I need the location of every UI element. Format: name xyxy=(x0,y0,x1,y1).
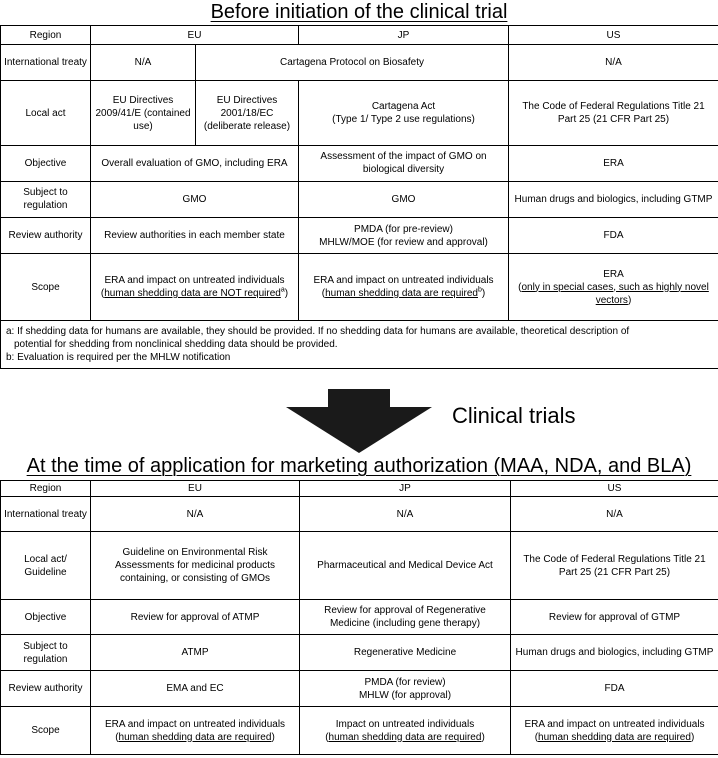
eu-cell: N/A xyxy=(91,497,300,532)
eu-cell: EU Directives 2009/41/E (contained use) xyxy=(91,80,196,145)
scope-row xyxy=(1,707,718,755)
eu-cell: ERA and impact on untreated individuals (human shedding data are required) xyxy=(91,707,300,755)
row-label: Subject to regulation xyxy=(1,181,91,218)
header-row xyxy=(1,481,718,497)
eu-cell: GMO xyxy=(91,181,299,218)
header-jp: JP xyxy=(299,26,509,45)
local-act-row xyxy=(1,80,718,145)
subject-row xyxy=(1,635,718,671)
clinical-trials-label: Clinical trials xyxy=(452,403,576,428)
footnote-marker: b xyxy=(477,286,482,294)
shedding-note: human shedding data are required xyxy=(118,731,272,743)
bottom-heading: At the time of application for marketing authorization (MAA, NDA, and BLA) xyxy=(26,455,692,477)
us-cell: N/A xyxy=(511,497,718,532)
cartagena-cell: Cartagena Protocol on Biosafety xyxy=(196,45,509,81)
jp-cell: Pharmaceutical and Medical Device Act xyxy=(300,532,511,600)
objective-row xyxy=(1,146,718,182)
footnote-marker: a xyxy=(280,286,285,294)
header-region: Region xyxy=(1,26,91,45)
pre-trial-table xyxy=(0,25,718,369)
footnotes xyxy=(1,321,718,369)
us-cell: Review for approval of GTMP xyxy=(511,600,718,635)
row-label: Review authority xyxy=(1,671,91,707)
eu-cell: Guideline on Environmental Risk Assessments for medicinal products containing, or consisting of GMOs xyxy=(91,532,300,600)
review-row xyxy=(1,671,718,707)
header-region: Region xyxy=(1,481,91,497)
us-cell: ERA and impact on untreated individuals (human shedding data are required) xyxy=(511,707,718,755)
header-us: US xyxy=(511,481,718,497)
jp-line: PMDA (for pre-review) xyxy=(354,223,453,235)
jp-cell xyxy=(299,218,509,254)
scope-row xyxy=(1,253,718,320)
us-cell: ERA (only in special cases, such as highly novel vectors) xyxy=(509,253,718,320)
jp-cell xyxy=(299,80,509,145)
jp-cell: GMO xyxy=(299,181,509,218)
row-label: Review authority xyxy=(1,218,91,254)
scope-text: ERA and impact on untreated individuals xyxy=(104,718,286,730)
scope-text: ERA xyxy=(603,268,624,280)
treaty-row xyxy=(1,497,718,532)
header-row xyxy=(1,26,718,45)
header-eu: EU xyxy=(91,26,299,45)
us-cell: ERA xyxy=(509,146,718,182)
jp-line: MHLW/MOE (for review and approval) xyxy=(319,236,488,248)
eu-cell: Review for approval of ATMP xyxy=(91,600,300,635)
row-label: Scope xyxy=(1,707,91,755)
eu-cell: EU Directives 2001/18/EC (deliberate release) xyxy=(196,80,299,145)
shedding-note: human shedding data are required xyxy=(328,731,482,743)
down-arrow-icon xyxy=(286,389,432,453)
us-cell: The Code of Federal Regulations Title 21 Part 25 (21 CFR Part 25) xyxy=(509,80,718,145)
top-heading: Before initiation of the clinical trial xyxy=(210,1,508,23)
shedding-note: human shedding data are NOT required xyxy=(104,288,281,299)
row-label: Subject to regulation xyxy=(1,635,91,671)
row-label: Objective xyxy=(1,146,91,182)
row-label: Local act xyxy=(1,80,91,145)
us-cell: N/A xyxy=(509,45,718,81)
jp-cell xyxy=(300,671,511,707)
jp-cell: Review for approval of Regenerative Medicine (including gene therapy) xyxy=(300,600,511,635)
eu-cell: N/A xyxy=(91,45,196,81)
jp-line: PMDA (for review) xyxy=(364,676,446,688)
jp-cell: ERA and impact on untreated individuals (human shedding data are required$^b$) xyxy=(299,253,509,320)
eu-cell: ERA and impact on untreated individuals (human shedding data are NOT required$^a$) xyxy=(91,253,299,320)
footnote-a: a: If shedding data for humans are available, they should be provided. If no shedding data for humans are available, theoretical description of xyxy=(6,326,630,338)
header-eu: EU xyxy=(91,481,300,497)
review-row xyxy=(1,218,718,254)
shedding-note: only in special cases, such as highly novel vectors xyxy=(521,281,709,306)
us-cell: Human drugs and biologics, including GTMP xyxy=(511,635,718,671)
header-us: US xyxy=(509,26,718,45)
jp-cell: N/A xyxy=(300,497,511,532)
scope-text: ERA and impact on untreated individuals xyxy=(104,275,285,286)
scope-text: ERA and impact on untreated individuals xyxy=(313,275,494,286)
shedding-note: human shedding data are required xyxy=(325,288,478,299)
eu-cell: EMA and EC xyxy=(91,671,300,707)
scope-text: ERA and impact on untreated individuals xyxy=(524,718,705,730)
row-label: Objective xyxy=(1,600,91,635)
jp-line: Cartagena Act xyxy=(371,101,436,112)
treaty-row xyxy=(1,45,718,81)
us-cell: Human drugs and biologics, including GTMP xyxy=(509,181,718,218)
eu-cell: Review authorities in each member state xyxy=(91,218,299,254)
shedding-note: human shedding data are required xyxy=(538,731,691,743)
row-label: Scope xyxy=(1,253,91,320)
notes-row xyxy=(1,321,718,369)
local-act-row xyxy=(1,532,718,600)
marketing-table xyxy=(0,480,718,755)
us-cell: FDA xyxy=(511,671,718,707)
eu-cell: Overall evaluation of GMO, including ERA xyxy=(91,146,299,182)
footnote-b: b: Evaluation is required per the MHLW notification xyxy=(6,352,231,364)
header-jp: JP xyxy=(300,481,511,497)
row-label: International treaty xyxy=(1,45,91,81)
scope-text: Impact on untreated individuals xyxy=(335,718,475,730)
jp-line: (Type 1/ Type 2 use regulations) xyxy=(332,114,475,125)
subject-row xyxy=(1,181,718,218)
row-label: International treaty xyxy=(1,497,91,532)
objective-row xyxy=(1,600,718,635)
row-label: Local act/ Guideline xyxy=(1,532,91,600)
us-cell: FDA xyxy=(509,218,718,254)
jp-cell: Regenerative Medicine xyxy=(300,635,511,671)
jp-cell: Assessment of the impact of GMO on biological diversity xyxy=(299,146,509,182)
eu-cell: ATMP xyxy=(91,635,300,671)
jp-cell: Impact on untreated individuals (human shedding data are required) xyxy=(300,707,511,755)
footnote-a-cont: potential for shedding from nonclinical shedding data should be provided. xyxy=(14,339,338,351)
us-cell: The Code of Federal Regulations Title 21 Part 25 (21 CFR Part 25) xyxy=(511,532,718,600)
jp-line: MHLW (for approval) xyxy=(358,689,452,701)
